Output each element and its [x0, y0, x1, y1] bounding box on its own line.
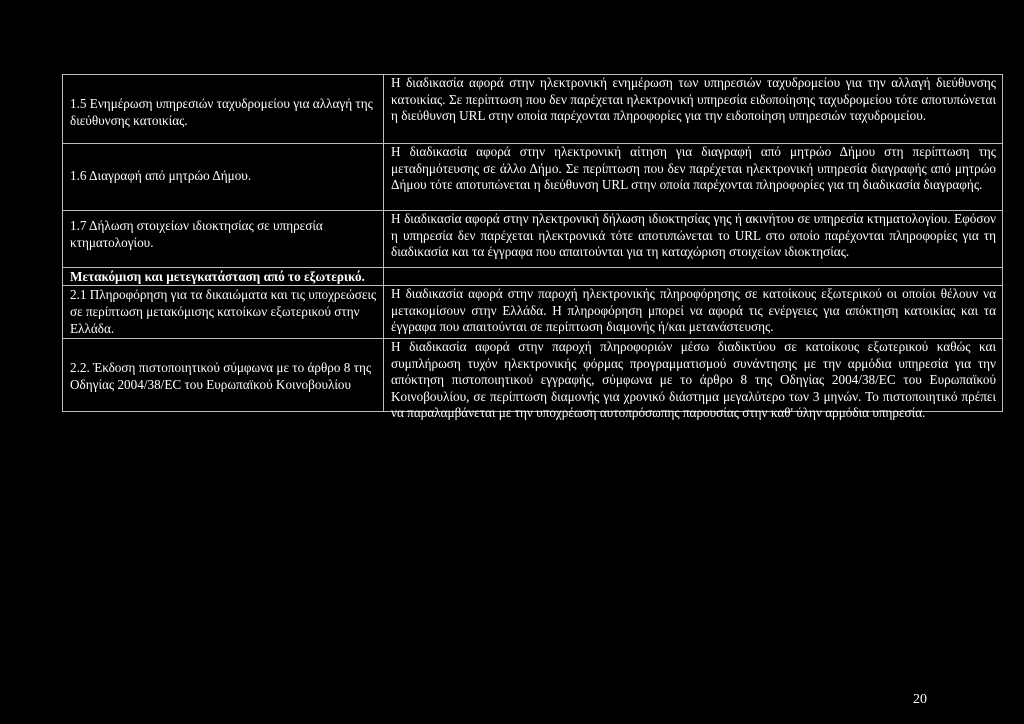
service-title: 1.6 Διαγραφή από μητρώο Δήμου.: [63, 144, 384, 210]
service-description: Η διαδικασία αφορά στην παροχή πληροφοριών μέσω διαδικτύου σε κατοίκους εξωτερικού καθώς και συμπλήρωση τυχόν ηλεκτρονικής φόρμας προγραμματισμού συνάντησης με την αρμόδια υπηρεσία για την απόκτηση πιστοποιητικού εγγραφής, σύμφωνα με το άρθρο 8 της Οδηγίας 2004/38/ΕC του Ευρωπαϊκού Κοινοβουλίου, σε περίπτωση διαμονής για χρονικό διάστημα μεγαλύτερο των 3 μηνών. Το πιστοποιητικό πρέπει να παραλαμβάνεται με την υποχρέωση αυτοπρόσωπης παρουσίας στην καθ' ύλην αρμόδια υπηρεσία.: [391, 339, 996, 420]
section-heading-spacer: [384, 268, 1002, 285]
table-row: [63, 144, 1002, 211]
table-row: [63, 75, 1002, 144]
service-description: Η διαδικασία αφορά στην ηλεκτρονική αίτηση για διαγραφή από μητρώο Δήμου στη περίπτωση της μεταδημότευσης σε άλλο Δήμο. Σε περίπτωση που δεν παρέχεται ηλεκτρονική υπηρεσία διαγραφής από μητρώο Δήμου τότε αποτυπώνεται η διεύθυνση URL στην οποία παρέχονται πληροφορίες για τη διαδικασία διαγραφής.: [391, 144, 996, 192]
service-title: 1.7 Δήλωση στοιχείων ιδιοκτησίας σε υπηρεσία κτηματολογίου.: [63, 211, 384, 267]
service-title: 1.5 Ενημέρωση υπηρεσιών ταχυδρομείου για αλλαγή της διεύθυνσης κατοικίας.: [63, 75, 384, 143]
service-title: 2.2. Έκδοση πιστοποιητικού σύμφωνα με το άρθρο 8 της Οδηγίας 2004/38/ΕC του Ευρωπαϊκού Κοινοβουλίου: [63, 339, 384, 411]
table-row: [63, 286, 1002, 339]
service-description: Η διαδικασία αφορά στην ηλεκτρονική δήλωση ιδιοκτησίας γης ή ακινήτου σε υπηρεσία κτηματολογίου. Εφόσον η υπηρεσία δεν παρέχεται ηλεκτρονικά τότε αποτυπώνεται το URL στο οποίο παρέχονται πληροφορίες για τη διαδικασία και τα έγγραφα που απαιτούνται για τη καταχώριση στοιχείων ιδιοκτησίας.: [391, 211, 996, 259]
table-row: [63, 339, 1002, 420]
service-description: Η διαδικασία αφορά στην ηλεκτρονική ενημέρωση των υπηρεσιών ταχυδρομείου για την αλλαγή διεύθυνσης κατοικίας. Σε περίπτωση που δεν παρέχεται ηλεκτρονική υπηρεσία ειδοποίησης ταχυδρομείου τότε αποτυπώνεται η διεύθυνση URL στην οποία παρέχονται πληροφορίες για την ειδοποίηση υπηρεσιών ταχυδρομείου.: [391, 75, 996, 123]
service-description: Η διαδικασία αφορά στην παροχή ηλεκτρονικής πληροφόρησης σε κατοίκους εξωτερικού οι οποίοι θέλουν να μετακομίσουν στην Ελλάδα. Η πληροφόρηση μπορεί να αφορά τις ενέργειες για απόκτηση κατοικίας και τα έγγραφα που απαιτούνται σε περίπτωση διαμονής ή/και μετανάστευσης.: [391, 286, 996, 334]
section-heading: Μετακόμιση και μετεγκατάσταση από το εξωτερικό.: [63, 268, 384, 285]
page-number: 20: [913, 692, 927, 707]
section-heading-row: [63, 268, 1002, 286]
table-row: [63, 211, 1002, 268]
service-title: 2.1 Πληροφόρηση για τα δικαιώματα και τις υποχρεώσεις σε περίπτωση μετακόμισης κατοίκων εξωτερικού στην Ελλάδα.: [63, 286, 384, 338]
services-table: [62, 74, 1003, 420]
